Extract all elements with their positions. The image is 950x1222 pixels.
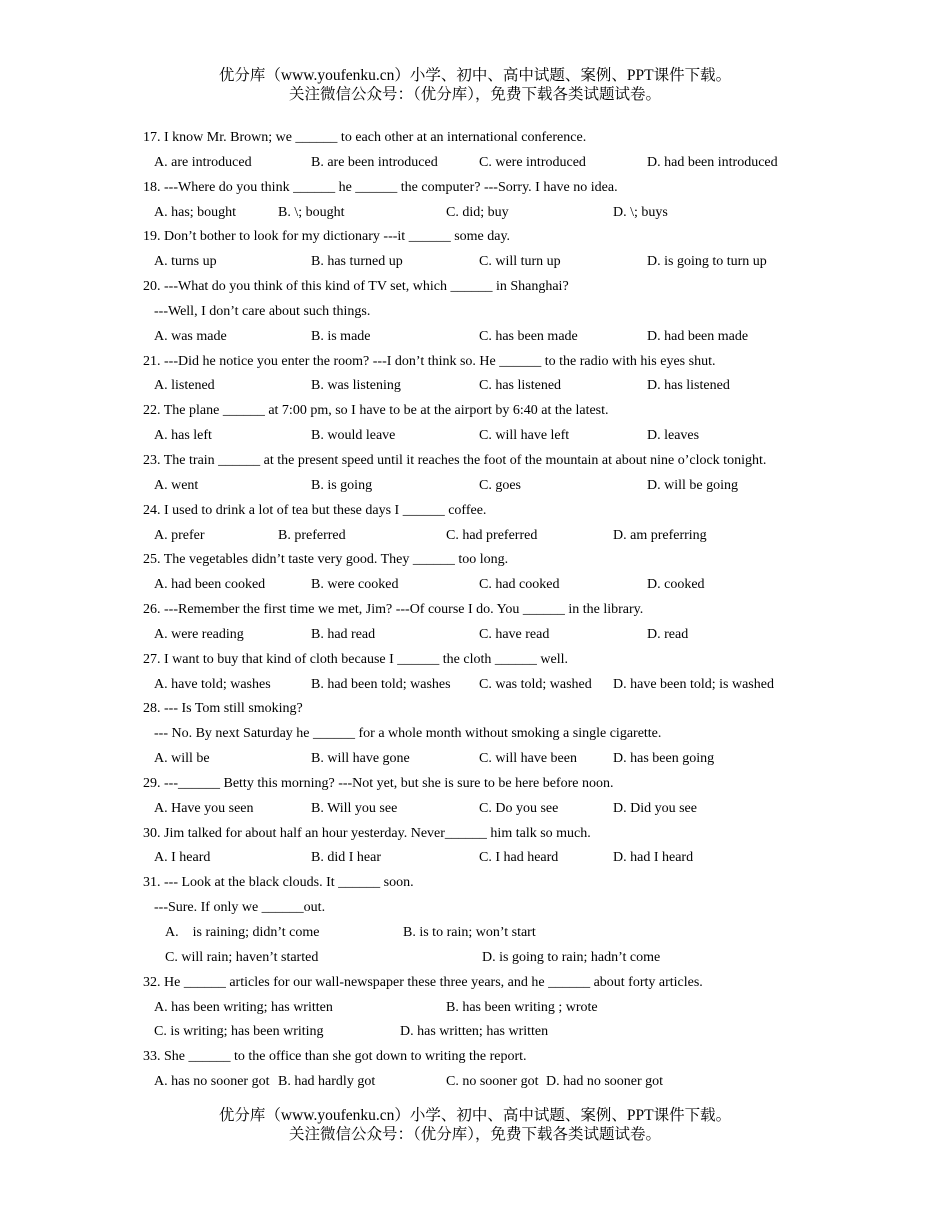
- footer-line-2: 关注微信公众号：（优分库），免费下载各类试题试卷。: [288, 1126, 661, 1143]
- option-a: A. will be: [154, 751, 210, 767]
- option-c: C. have read: [479, 626, 550, 642]
- option-row: [0, 376, 950, 401]
- option-row: [0, 476, 950, 501]
- question-text-2: ---Well, I don’t care about such things.: [154, 303, 371, 319]
- question-text: 30. Jim talked for about half an hour yesterday. Never______ him talk so much.: [143, 825, 591, 841]
- option-a: A. I heard: [154, 850, 211, 866]
- option-b: B. did I hear: [311, 850, 381, 866]
- option-d: D. read: [647, 626, 689, 642]
- option-a: A. prefer: [154, 527, 205, 543]
- option-d: D. had been made: [647, 328, 749, 344]
- option-c: C. had preferred: [446, 527, 538, 543]
- option-row: [0, 153, 950, 178]
- question-text: 23. The train ______ at the present speed until it reaches the foot of the mountain at about nine o’clock tonight.: [143, 452, 767, 468]
- question-stem: [0, 227, 950, 252]
- option-row: [0, 848, 950, 873]
- header-line-2: 关注微信公众号：（优分库），免费下载各类试题试卷。: [288, 86, 661, 103]
- option-d: D. leaves: [647, 428, 700, 444]
- option-b: B. had been told; washes: [311, 676, 451, 692]
- question-text: 19. Don’t bother to look for my dictionary ---it ______ some day.: [143, 229, 511, 245]
- question-stem-continued: [0, 898, 950, 923]
- question-stem: [0, 277, 950, 302]
- option-b: B. had read: [311, 626, 376, 642]
- option-a: A. have told; washes: [154, 676, 271, 692]
- question-text-2: --- No. By next Saturday he ______ for a whole month without smoking a single cigarette.: [154, 726, 662, 742]
- question-stem: [0, 774, 950, 799]
- page-footer: [0, 1106, 950, 1144]
- option-d: D. has listened: [647, 378, 730, 394]
- option-b: B. preferred: [278, 527, 346, 543]
- question-text: 31. --- Look at the black clouds. It ______ soon.: [143, 875, 414, 891]
- option-c: C. had cooked: [479, 577, 560, 593]
- option-b: B. would leave: [311, 428, 396, 444]
- option-c: C. no sooner got: [446, 1074, 539, 1090]
- option-c: C. Do you see: [479, 800, 559, 816]
- option-a: A. has been writing; has written: [154, 999, 333, 1015]
- option-a: A. are introduced: [154, 154, 252, 170]
- option-b: B. is to rain; won’t start: [403, 925, 536, 940]
- option-c: C. will have left: [479, 428, 570, 444]
- option-row: [0, 1072, 950, 1097]
- question-stem: [0, 501, 950, 526]
- option-d: D. has been going: [613, 751, 715, 767]
- option-a: A. went: [154, 477, 199, 493]
- option-a: A. Have you seen: [154, 800, 254, 816]
- option-c: C. goes: [479, 477, 521, 493]
- option-c: C. will rain; haven’t started: [165, 949, 319, 965]
- option-d: D. has written; has written: [400, 1024, 549, 1040]
- option-c: C. I had heard: [479, 850, 559, 866]
- option-c: C. were introduced: [479, 154, 586, 170]
- option-a: A. has left: [154, 428, 212, 444]
- option-row: [0, 923, 950, 948]
- option-row: [0, 625, 950, 650]
- option-b: B. will have gone: [311, 751, 410, 767]
- question-stem: [0, 873, 950, 898]
- footer-line-1: 优分库（www.youfenku.cn）小学、初中、高中试题、案例、PPT课件下载。: [218, 1107, 732, 1124]
- option-d: D. \; buys: [613, 204, 668, 220]
- header-line-1: 优分库（www.youfenku.cn）小学、初中、高中试题、案例、PPT课件下载。: [218, 67, 732, 84]
- question-text: 18. ---Where do you think ______ he ______ the computer? ---Sorry. I have no idea.: [143, 179, 618, 195]
- question-text-2: ---Sure. If only we ______out.: [154, 900, 326, 916]
- question-stem: [0, 973, 950, 998]
- question-stem-continued: [0, 724, 950, 749]
- option-c: C. will turn up: [479, 254, 561, 270]
- option-b: B. is going: [311, 477, 373, 493]
- question-stem: [0, 1047, 950, 1072]
- option-b: B. is made: [311, 328, 371, 344]
- option-d: D. have been told; is washed: [613, 676, 774, 692]
- option-d: D. Did you see: [613, 800, 697, 816]
- question-stem: [0, 600, 950, 625]
- option-row: [0, 526, 950, 551]
- option-a: A. has no sooner got: [154, 1074, 270, 1090]
- question-stem: [0, 352, 950, 377]
- option-d: D. is going to turn up: [647, 254, 767, 270]
- question-list: [0, 128, 950, 1097]
- page-header: [0, 66, 950, 104]
- question-text: 21. ---Did he notice you enter the room? ---I don’t think so. He ______ to the radio with his eyes shut.: [143, 353, 716, 369]
- option-a: A. had been cooked: [154, 577, 266, 593]
- option-c: C. will have been: [479, 751, 577, 767]
- question-stem: [0, 550, 950, 575]
- option-d: D. had I heard: [613, 850, 694, 866]
- question-text: 20. ---What do you think of this kind of TV set, which ______ in Shanghai?: [143, 279, 569, 295]
- question-text: 28. --- Is Tom still smoking?: [143, 701, 303, 717]
- option-d: D. had no sooner got: [546, 1074, 664, 1090]
- question-text: 27. I want to buy that kind of cloth because I ______ the cloth ______ well.: [143, 651, 568, 667]
- option-row: [0, 1022, 950, 1047]
- option-a: A. listened: [154, 378, 215, 394]
- option-b: B. was listening: [311, 378, 401, 394]
- option-row: [0, 749, 950, 774]
- option-d: D. cooked: [647, 577, 705, 593]
- question-text: 32. He ______ articles for our wall-newspaper these three years, and he ______ about forty articles.: [143, 974, 703, 990]
- option-row: [0, 675, 950, 700]
- question-stem: [0, 128, 950, 153]
- question-text: 17. I know Mr. Brown; we ______ to each other at an international conference.: [143, 130, 587, 145]
- question-stem-continued: [0, 302, 950, 327]
- option-d: D. is going to rain; hadn’t come: [482, 949, 661, 965]
- option-row: [0, 799, 950, 824]
- question-text: 33. She ______ to the office than she got down to writing the report.: [143, 1049, 527, 1065]
- option-b: B. has been writing ; wrote: [446, 999, 598, 1015]
- option-b: B. were cooked: [311, 577, 399, 593]
- question-stem: [0, 650, 950, 675]
- option-b: B. has turned up: [311, 254, 403, 270]
- option-a: A. is raining; didn’t come: [165, 925, 320, 940]
- option-a: A. were reading: [154, 626, 244, 642]
- option-c: C. did; buy: [446, 204, 509, 220]
- option-b: B. Will you see: [311, 800, 398, 816]
- option-c: C. is writing; has been writing: [154, 1024, 324, 1040]
- question-stem: [0, 451, 950, 476]
- option-c: C. has listened: [479, 378, 562, 394]
- question-text: 26. ---Remember the first time we met, Jim? ---Of course I do. You ______ in the library.: [143, 602, 644, 618]
- question-stem: [0, 178, 950, 203]
- option-row: [0, 575, 950, 600]
- option-d: D. had been introduced: [647, 154, 778, 170]
- option-b: B. \; bought: [278, 204, 345, 220]
- option-b: B. are been introduced: [311, 154, 438, 170]
- option-d: D. will be going: [647, 477, 738, 493]
- option-row: [0, 998, 950, 1023]
- option-a: A. has; bought: [154, 204, 237, 220]
- option-row: [0, 252, 950, 277]
- option-b: B. had hardly got: [278, 1074, 376, 1090]
- option-a: A. was made: [154, 328, 227, 344]
- option-row: [0, 327, 950, 352]
- option-row: [0, 426, 950, 451]
- question-stem: [0, 824, 950, 849]
- option-c: C. has been made: [479, 328, 578, 344]
- question-stem: [0, 401, 950, 426]
- question-text: 29. ---______ Betty this morning? ---Not yet, but she is sure to be here before noon.: [143, 775, 614, 791]
- option-a: A. turns up: [154, 254, 217, 270]
- option-d: D. am preferring: [613, 527, 707, 543]
- option-row: [0, 203, 950, 228]
- question-text: 24. I used to drink a lot of tea but these days I ______ coffee.: [143, 502, 487, 518]
- question-text: 22. The plane ______ at 7:00 pm, so I have to be at the airport by 6:40 at the latest.: [143, 403, 609, 419]
- question-stem: [0, 699, 950, 724]
- option-row: [0, 948, 950, 973]
- question-text: 25. The vegetables didn’t taste very good. They ______ too long.: [143, 552, 509, 568]
- option-c: C. was told; washed: [479, 676, 592, 692]
